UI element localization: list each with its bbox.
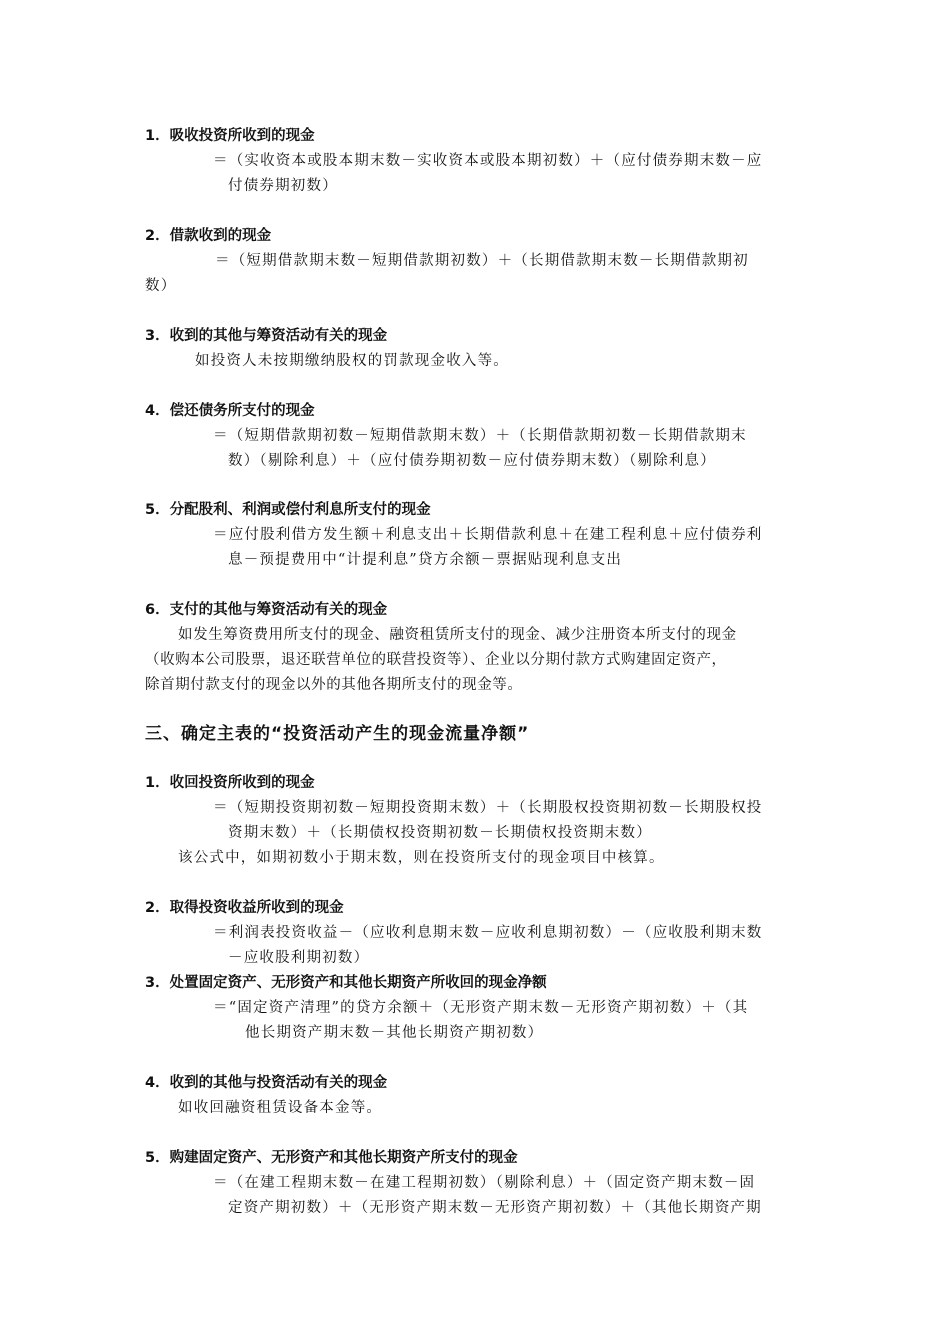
- t5-formula-line1: ＝（在建工程期末数－在建工程期初数）（剔除利息）＋（固定资产期末数－固: [213, 1175, 756, 1191]
- s2-formula-line2: 数）: [145, 278, 177, 294]
- s5-formula-line2: 息－预提费用中“计提利息”贷方余额－票据贴现利息支出: [228, 552, 623, 568]
- t1-title: 1．收回投资所收到的现金: [145, 775, 315, 791]
- s4-formula-line1: ＝（短期借款期初数－短期借款期末数）＋（长期借款期初数－长期借款期末: [213, 428, 747, 444]
- t5-title: 5．购建固定资产、无形资产和其他长期资产所支付的现金: [145, 1150, 518, 1166]
- t2-formula-line1: ＝利润表投资收益－（应收利息期末数－应收利息期初数）－（应收股利期末数: [213, 925, 763, 941]
- t1-formula-line1: ＝（短期投资期初数－短期投资期末数）＋（长期股权投资期初数－长期股权投: [213, 800, 763, 816]
- t1-note: 该公式中，如期初数小于期末数，则在投资所支付的现金项目中核算。: [178, 850, 665, 866]
- s2-formula-line1: ＝（短期借款期末数－短期借款期初数）＋（长期借款期末数－长期借款期初: [215, 253, 749, 269]
- t2-title: 2．取得投资收益所收到的现金: [145, 900, 344, 916]
- s1-formula-line2: 付债券期初数）: [228, 178, 338, 194]
- t4-text-line1: 如收回融资租赁设备本金等。: [178, 1100, 383, 1116]
- s5-formula-line1: ＝应付股利借方发生额＋利息支出＋长期借款利息＋在建工程利息＋应付债券利: [213, 527, 763, 543]
- t3-title: 3．处置固定资产、无形资产和其他长期资产所收回的现金净额: [145, 975, 547, 991]
- t3-formula-line2: 他长期资产期末数－其他长期资产期初数）: [245, 1025, 544, 1041]
- s3-text-line1: 如投资人未按期缴纳股权的罚款现金收入等。: [195, 353, 509, 369]
- s1-title: 1．吸收投资所收到的现金: [145, 128, 315, 144]
- s6-text-line1: 如发生筹资费用所支付的现金、融资租赁所支付的现金、减少注册资本所支付的现金: [178, 627, 737, 643]
- t5-formula-line2: 定资产期初数）＋（无形资产期末数－无形资产期初数）＋（其他长期资产期: [228, 1200, 762, 1216]
- t4-title: 4．收到的其他与投资活动有关的现金: [145, 1075, 388, 1091]
- s6-text-line2: （收购本公司股票，退还联营单位的联营投资等）、企业以分期付款方式购建固定资产，: [145, 652, 727, 668]
- s6-title: 6．支付的其他与筹资活动有关的现金: [145, 602, 388, 618]
- s5-title: 5．分配股利、利润或偿付利息所支付的现金: [145, 502, 431, 518]
- s1-formula-line1: ＝（实收资本或股本期末数－实收资本或股本期初数）＋（应付债券期末数－应: [213, 153, 763, 169]
- t2-formula-line2: －应收股利期初数）: [228, 950, 370, 966]
- s6-text-line3: 除首期付款支付的现金以外的其他各期所支付的现金等。: [145, 677, 523, 693]
- t3-formula-line1: ＝“固定资产清理”的贷方余额＋（无形资产期末数－无形资产期初数）＋（其: [213, 1000, 749, 1016]
- s2-title: 2．借款收到的现金: [145, 228, 272, 244]
- s4-formula-line2: 数）（剔除利息）＋（应付债券期初数－应付债券期末数）（剔除利息）: [228, 453, 716, 469]
- section-heading-investing: 三、确定主表的“投资活动产生的现金流量净额”: [145, 724, 530, 744]
- s4-title: 4．偿还债务所支付的现金: [145, 403, 315, 419]
- s3-title: 3．收到的其他与筹资活动有关的现金: [145, 328, 388, 344]
- t1-formula-line2: 资期末数）＋（长期债权投资期初数－长期债权投资期末数）: [228, 825, 652, 841]
